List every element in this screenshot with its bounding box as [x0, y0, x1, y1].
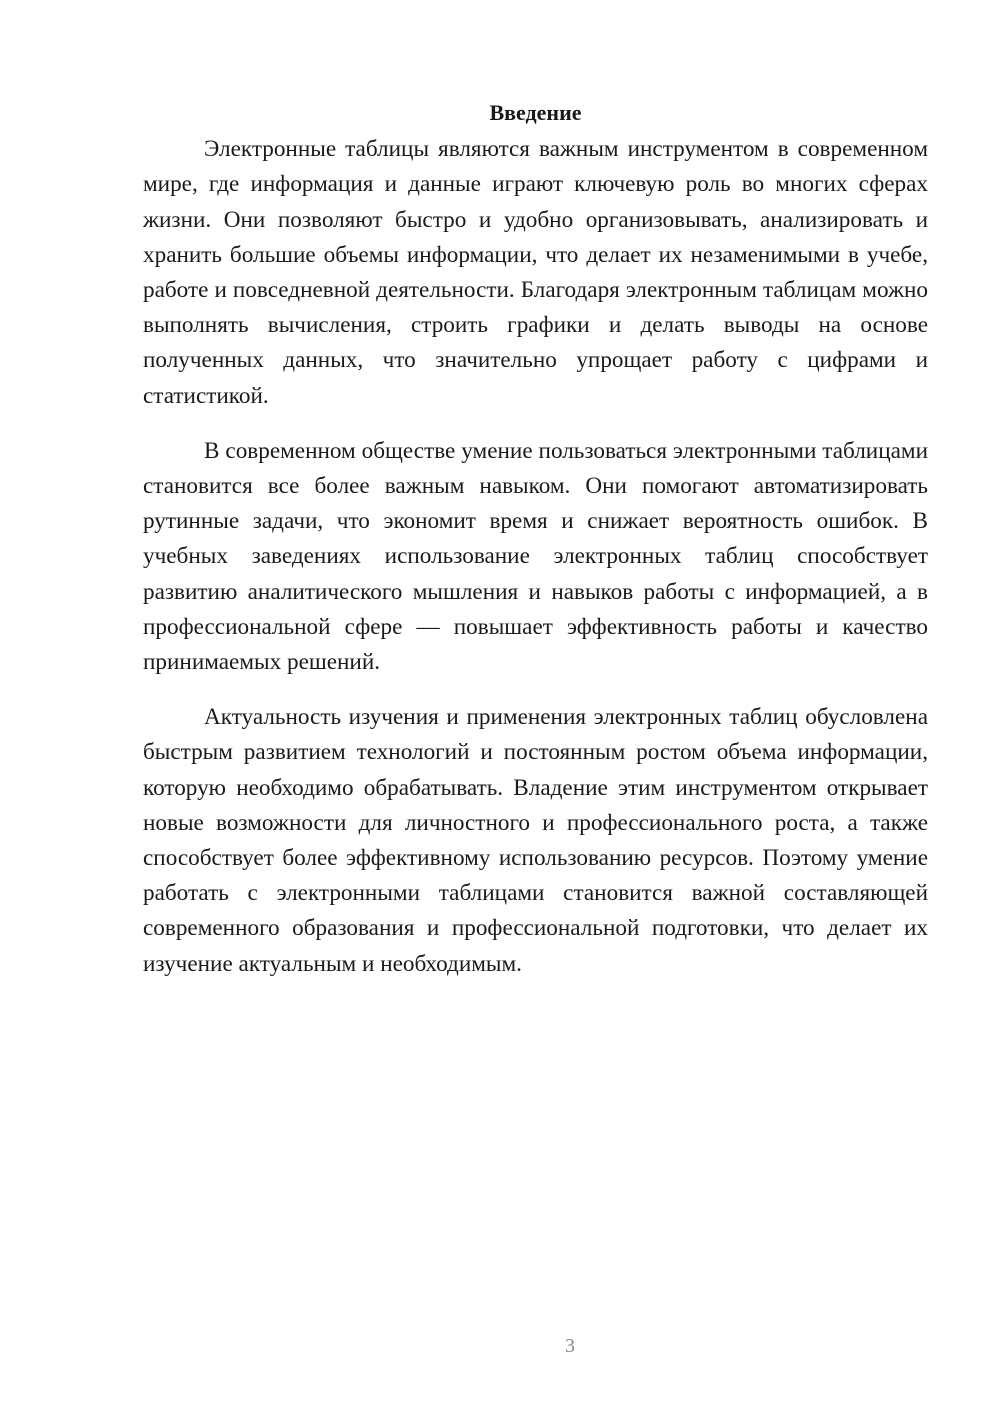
paragraph-2: В современном обществе умение пользоваться электронными таблицами становится все более важным навыком. Они помогают автоматизировать рутинные задачи, что экономит время и снижает вероятность ошибок. В учебных заведениях использование электронных таблиц способствует развитию аналитического мышления и навыков работы с информацией, а в профессиональной сфере — повышает эффективность работы и качество принимаемых решений. — [143, 437, 928, 676]
paragraph-1: Электронные таблицы являются важным инструментом в современном мире, где информация и данные играют ключевую роль во многих сферах жизни. Они позволяют быстро и удобно организовывать, анализировать и хранить большие объемы информации, что делает их незаменимыми в учебе, работе и повседневной деятельности. Благодаря электронным таблицам можно выполнять вычисления, строить графики и делать выводы на основе полученных данных, что значительно упрощает работу с цифрами и статистикой. — [143, 136, 928, 409]
page-content — [143, 95, 928, 982]
section-title: Введение — [489, 100, 582, 125]
page-number: 3 — [565, 1335, 575, 1357]
paragraph-3: Актуальность изучения и применения электронных таблиц обусловлена быстрым развитием технологий и постоянным ростом объема информации, которую необходимо обрабатывать. Владение этим инструментом открывает новые возможности для личностного и профессионального роста, а также способствует более эффективному использованию ресурсов. Поэтому умение работать с электронными таблицами становится важной составляющей современного образования и профессиональной подготовки, что делает их изучение актуальным и необходимым. — [143, 704, 928, 977]
